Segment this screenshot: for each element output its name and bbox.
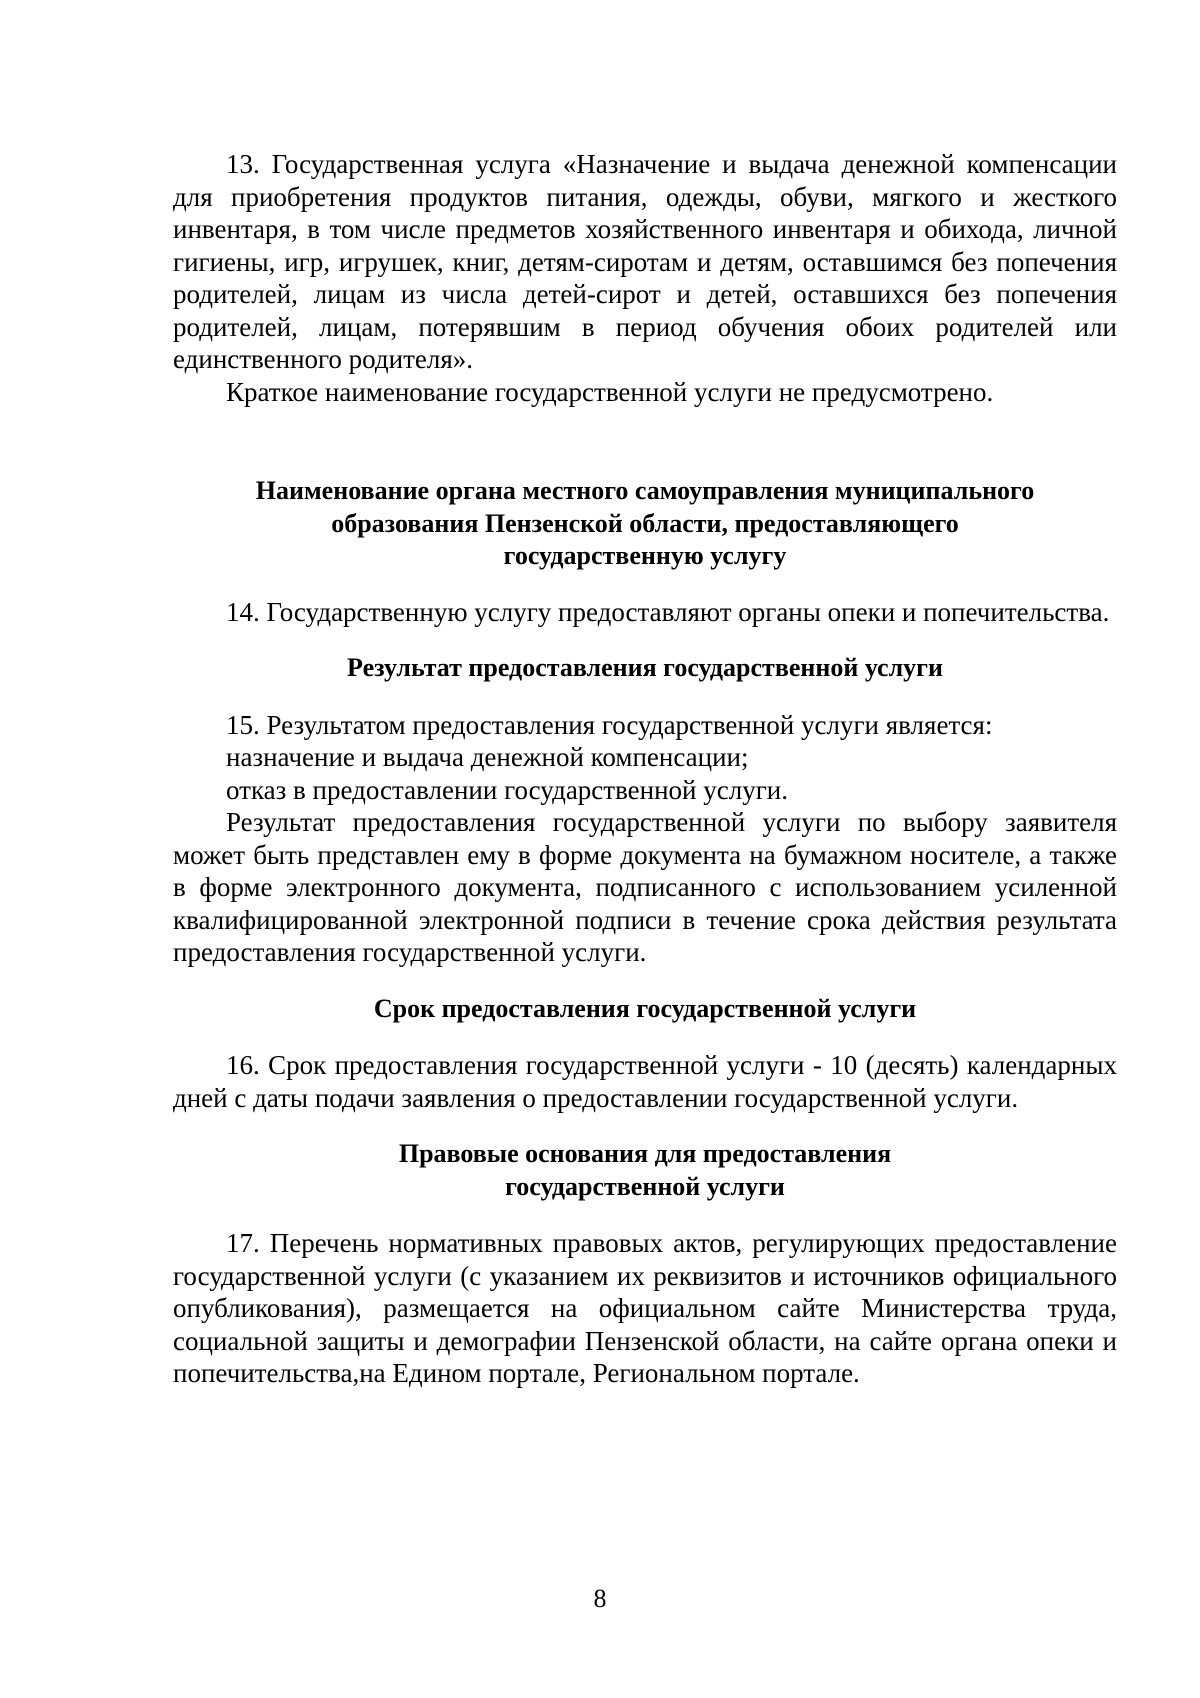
heading-organ-line-3: государственную услугу xyxy=(503,541,787,570)
heading-result: Результат предоставления государственной услуги xyxy=(347,653,943,682)
paragraph-13-short-name: Краткое наименование государственной услуги не предусмотрено. xyxy=(226,376,994,407)
paragraph-15-detail: Результат предоставления государственной услуги по выбору заявителя может быть представлен ему в форме документа на бумажном носителе, а также в форме электронного документа, подписанного с использованием усиленной квалифицированной электронной подписи в течение срока действия результата предоставления государственной услуги. xyxy=(173,807,1117,967)
heading-organ-line-1: Наименование органа местного самоуправления муниципального xyxy=(255,476,1035,505)
heading-legal-line-2: государственной услуги xyxy=(505,1171,785,1201)
heading-legal xyxy=(173,1138,1117,1203)
heading-organ xyxy=(173,475,1117,573)
paragraph-15-item-1: назначение и выдача денежной компенсации; xyxy=(226,742,749,772)
page-number: 8 xyxy=(593,1584,607,1613)
document-body xyxy=(173,148,1117,1390)
paragraph-14: 14. Государственную услугу предоставляют органы опеки и попечительства. xyxy=(226,596,1110,627)
paragraph-13: 13. Государственная услуга «Назначение и выдача денежной компенсации для приобретения продуктов питания, одежды, обуви, мягкого и жесткого инвентаря, в том числе предметов хозяйственного инвентаря и обихода, личной гигиены, игр, игрушек, книг, детям-сиротам и детям, оставшимся без попечения родителей, лицам из числа детей-сирот и детей, оставшихся без попечения родителей, лицам, потерявшим в период обучения обоих родителей или единственного родителя». xyxy=(173,149,1117,374)
paragraph-15-item-2: отказ в предоставлении государственной услуги. xyxy=(226,774,788,805)
heading-term: Срок предоставления государственной услуги xyxy=(373,993,917,1023)
paragraph-15: 15. Результатом предоставления государственной услуги является: xyxy=(226,709,993,740)
heading-organ-line-2: образования Пензенской области, предоставляющего xyxy=(331,508,959,538)
paragraph-16: 16. Срок предоставления государственной услуги - 10 (десять) календарных дней с даты подачи заявления о предоставлении государственной услуги. xyxy=(173,1050,1117,1113)
paragraph-17: 17. Перечень нормативных правовых актов, регулирующих предоставление государственной услуги (с указанием их реквизитов и источников официального опубликования), размещается на официальном сайте Министерства труда, социальной защиты и демографии Пензенской области, на сайте органа опеки и попечительства,на Едином портале, Региональном портале. xyxy=(173,1228,1117,1388)
heading-legal-line-1: Правовые основания для предоставления xyxy=(398,1139,892,1168)
